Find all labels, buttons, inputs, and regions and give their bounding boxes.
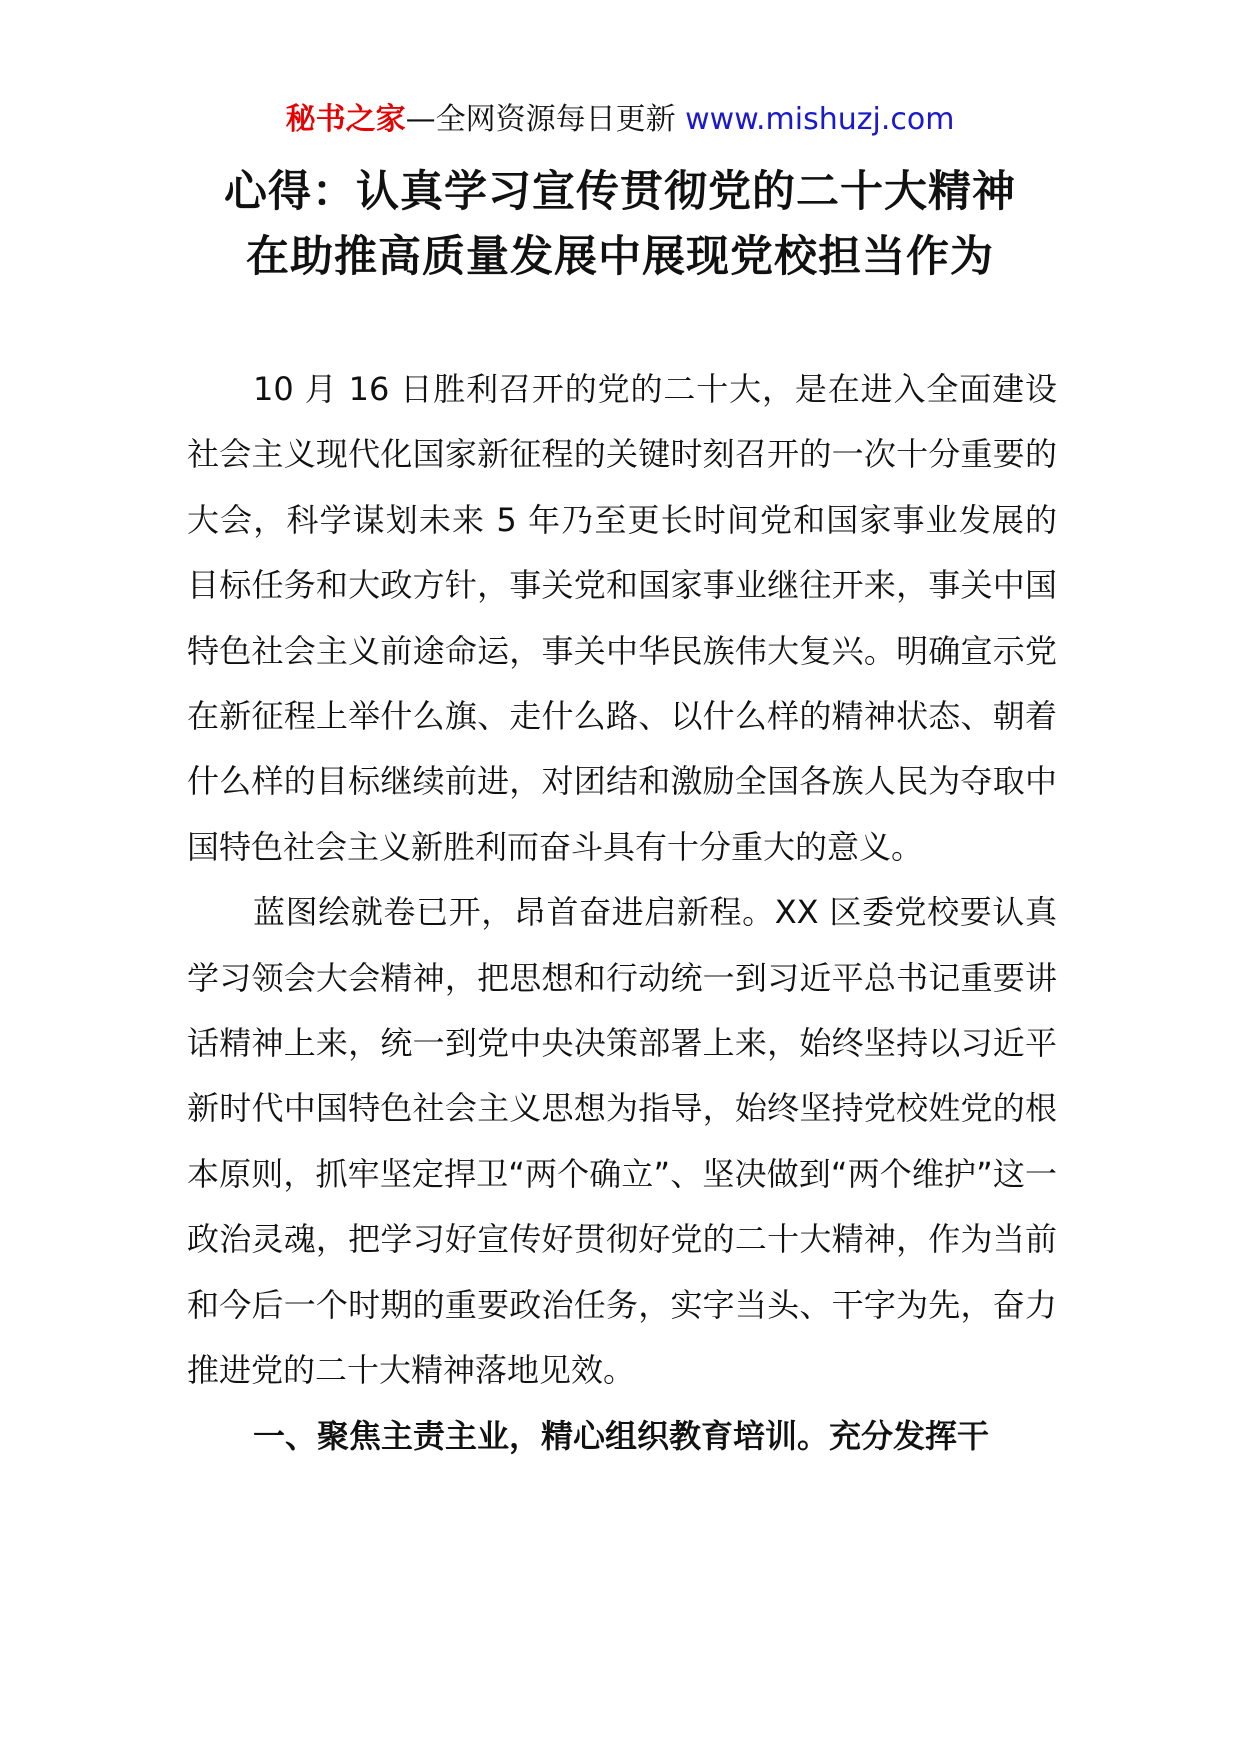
site-brand: 秘书之家 [285, 102, 406, 137]
document-title [0, 160, 1240, 290]
document-body [187, 357, 1057, 1469]
section-heading-1: 一、聚焦主责主业，精心组织教育培训。充分发挥干 [253, 1416, 990, 1455]
site-header-banner [0, 98, 1240, 142]
paragraph-2: 蓝图绘就卷已开，昂首奋进启新程。XX 区委党校要认真学习领会大会精神，把思想和行动统一到习近平总书记重要讲话精神上来，统一到党中央决策部署上来，始终坚持以习近平新时代中国特色社会主义思想为指导，始终坚持党校姓党的根本原则，抓牢坚定捍卫“两个确立”、坚决做到“两个维护”这一政治灵魂，把学习好宣传好贯彻好党的二十大精神，作为当前和今后一个时期的重要政治任务，实字当头、干字为先，奋力推进党的二十大精神落地见效。 [187, 893, 1057, 1390]
title-line-2: 在助推高质量发展中展现党校担当作为 [246, 232, 994, 282]
site-tagline: —全网资源每日更新 [405, 102, 676, 137]
site-url-link[interactable]: www.mishuzj.com [685, 102, 955, 137]
title-line-1: 心得：认真学习宣传贯彻党的二十大精神 [224, 167, 1016, 217]
paragraph-1: 10 月 16 日胜利召开的党的二十大，是在进入全面建设社会主义现代化国家新征程的关键时刻召开的一次十分重要的大会，科学谋划未来 5 年乃至更长时间党和国家事业发展的目标任务和大政方针，事关党和国家事业继往开来，事关中国特色社会主义前途命运，事关中华民族伟大复兴。明确宣示党在新征程上举什么旗、走什么路、以什么样的精神状态、朝着什么样的目标继续前进，对团结和激励全国各族人民为夺取中国特色社会主义新胜利而奋斗具有十分重大的意义。 [187, 370, 1057, 866]
